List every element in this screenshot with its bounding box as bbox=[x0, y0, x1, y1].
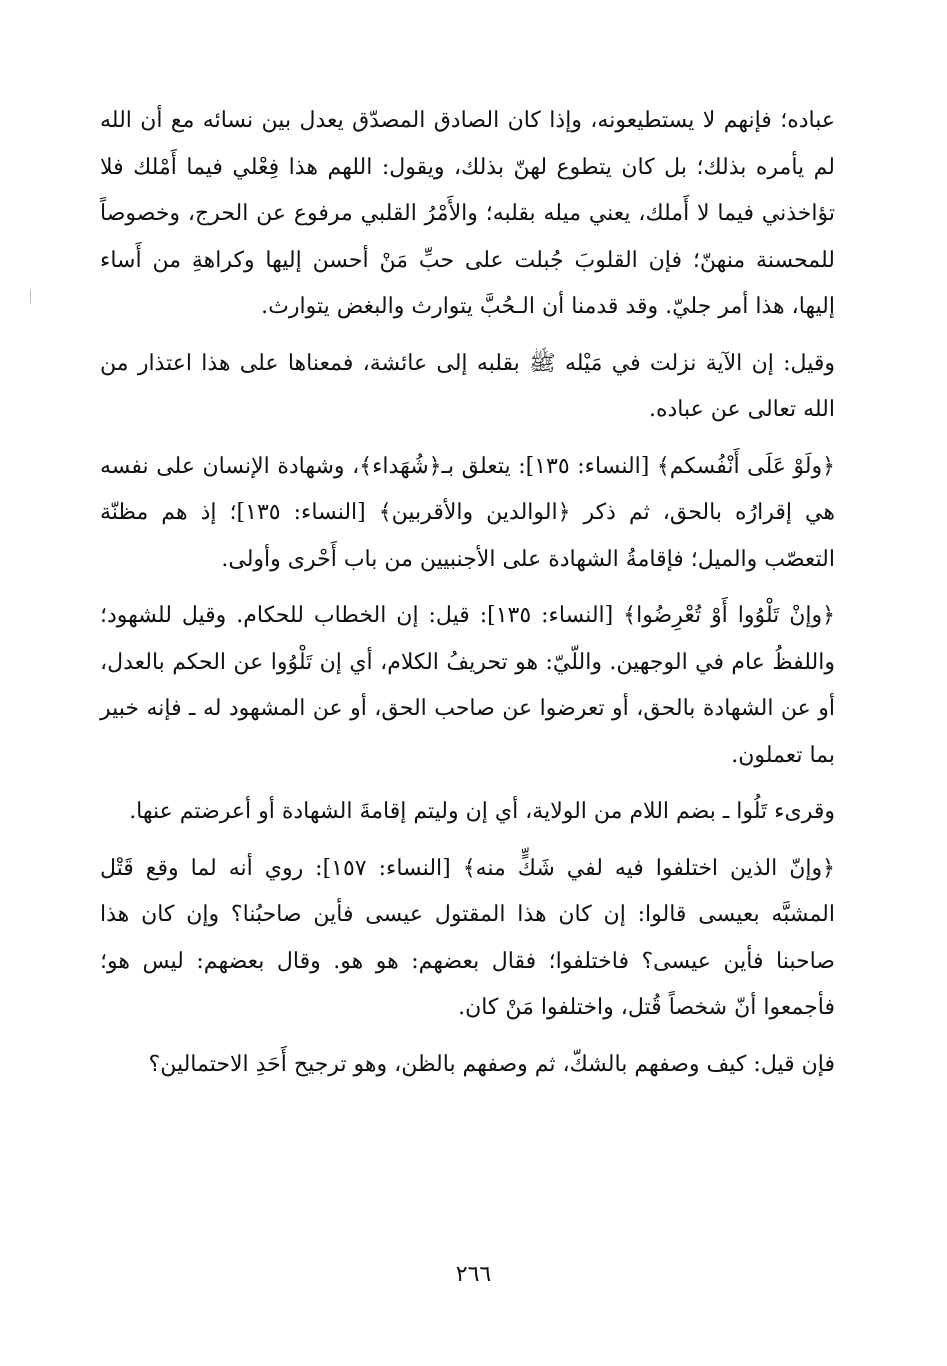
paragraph-3: ﴿ولَوْ عَلَى أَنْفُسكم﴾ [النساء: ١٣٥]: يتعلق بـ﴿شُهَداء﴾، وشهادة الإنسان على نفسه هي إقرارُه بالحق، ثم ذكر ﴿الوالدين والأقربين﴾ [النساء: ١٣٥]؛ إذ هم مظنّة التعصّب والميل؛ فإقامةُ الشهادة على الأجنبيين من باب أَحْرى وأولى. bbox=[100, 453, 835, 572]
paragraph-5: وقرىء تَلُوا ـ بضم اللام من الولاية، أي إن وليتم إقامةَ الشهادة أو أعرضتم عنها. bbox=[129, 799, 835, 824]
paragraph-4: ﴿وإنْ تَلْوُوا أَوْ تُعْرِضُوا﴾ [النساء: ١٣٥]: قيل: إن الخطاب للحكام. وقيل للشهود؛ واللفظُ عام في الوجهين. واللّيّ: هو تحريفُ الكلام، أي إن تَلْوُوا عن الحكم بالعدل، أو عن الشهادة بالحق، أو تعرضوا عن صاحب الحق، أو عن المشهود له ـ فإنه خبير بما تعملون. bbox=[100, 603, 835, 768]
paragraph-6: ﴿وإنّ الذين اختلفوا فيه لفي شَكٍّ منه﴾ [النساء: ١٥٧]: روي أنه لما وقع قَتْل المشبَّه بعيسى قالوا: إن كان هذا المقتول عيسى فأين صاحبُنا؟ وإن كان هذا صاحبنا فأين عيسى؟ فاختلفوا؛ فقال بعضهم: هو هو. وقال بعضهم: ليس هو؛ فأجمعوا أنّ شخصاً قُتل، واختلفوا مَنْ كان. bbox=[100, 855, 836, 1020]
paragraph-2: وقيل: إن الآية نزلت في مَيْله ﷺ بقلبه إلى عائشة، فمعناها على هذا اعتذار من الله تعالى عن عباده. bbox=[100, 350, 835, 422]
document-page bbox=[100, 98, 835, 1298]
margin-mark bbox=[30, 290, 31, 304]
paragraph-7: فإن قيل: كيف وصفهم بالشكّ، ثم وصفهم بالظن، وهو ترجيح أَحَدِ الاحتمالين؟ bbox=[148, 1051, 835, 1077]
page-number: ٢٦٦ bbox=[455, 1262, 492, 1287]
paragraph-1: عباده؛ فإنهم لا يستطيعونه، وإذا كان الصادق المصدّق يعدل بين نسائه مع أن الله لم يأمره بذلك؛ بل كان يتطوع لهنّ بذلك، ويقول: اللهم هذا فِعْلي فيما أَمْلك فلا تؤاخذني فيما لا أَملك، يعني ميله بقلبه؛ والأَمْرُ القلبي مرفوع عن الحرج، وخصوصاً للمحسنة منهنّ؛ فإن القلوبَ جُبلت على حبِّ مَنْ أحسن إليها وكراهةِ من أَساء إليها، هذا أمر جليّ. وقد قدمنا أن الـحُبَّ يتوارث والبغض يتوارث. bbox=[100, 108, 835, 319]
